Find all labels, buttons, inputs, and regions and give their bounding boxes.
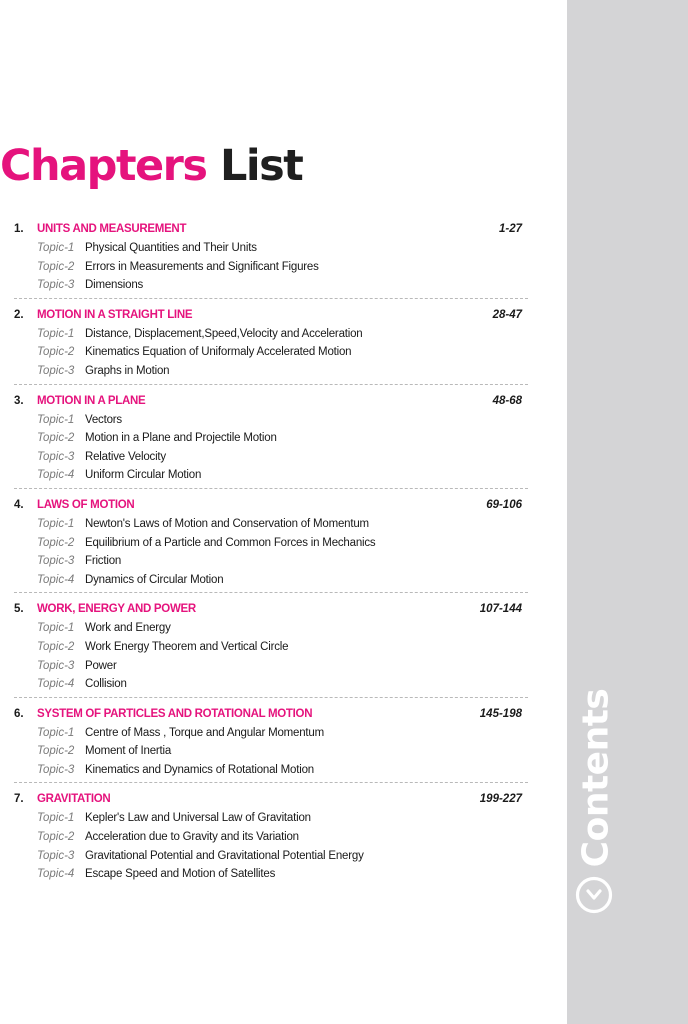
topic-label: Topic-4 <box>37 469 75 482</box>
chevron-circle-icon[interactable] <box>575 876 613 914</box>
chapter-page-range: 199-227 <box>479 793 522 806</box>
topic-name: Physical Quantities and Their Units <box>85 242 257 254</box>
topic-item[interactable] <box>14 619 528 638</box>
topic-item[interactable] <box>14 809 528 828</box>
topic-label: Topic-2 <box>37 260 75 273</box>
chapter-number: 2. <box>14 308 24 321</box>
chapter-page-range: 1-27 <box>498 223 522 235</box>
chapter-entry <box>14 592 528 696</box>
chapter-heading[interactable] <box>14 790 528 809</box>
topic-name: Kepler's Law and Universal Law of Gravitation <box>85 812 311 825</box>
topic-name: Errors in Measurements and Significant Figures <box>85 260 319 273</box>
topic-item[interactable] <box>14 448 528 467</box>
chapter-title[interactable]: LAWS OF MOTION <box>37 498 135 511</box>
topic-list <box>14 325 528 381</box>
chapter-number: 5. <box>14 603 24 616</box>
chapter-page-range: 107-144 <box>479 603 522 616</box>
chapter-list <box>14 220 528 887</box>
chapter-page-range: 28-47 <box>492 308 522 321</box>
topic-item[interactable] <box>14 552 528 571</box>
topic-label: Topic-2 <box>37 831 75 844</box>
topic-item[interactable] <box>14 362 528 381</box>
chapter-heading[interactable] <box>14 306 528 325</box>
topic-name: Vectors <box>85 413 122 426</box>
topic-name: Kinematics Equation of Uniformaly Accelerated Motion <box>85 346 352 359</box>
topic-item[interactable] <box>14 258 528 277</box>
topic-label: Topic-1 <box>37 413 75 426</box>
topic-name: Graphs in Motion <box>85 364 170 377</box>
topic-name: Work Energy Theorem and Vertical Circle <box>85 640 289 653</box>
chapter-heading[interactable] <box>14 705 528 724</box>
topic-label: Topic-1 <box>37 242 75 254</box>
topic-list <box>14 724 528 780</box>
contents-sidebar <box>567 0 688 1024</box>
topic-name: Kinematics and Dynamics of Rotational Motion <box>85 763 314 776</box>
topic-name: Work and Energy <box>85 622 171 635</box>
topic-name: Centre of Mass , Torque and Angular Momentum <box>85 726 325 739</box>
chapter-number: 4. <box>14 498 24 511</box>
chapter-title[interactable]: GRAVITATION <box>37 793 111 806</box>
topic-item[interactable] <box>14 847 528 866</box>
chapter-heading[interactable] <box>14 392 528 411</box>
topic-label: Topic-1 <box>37 622 75 635</box>
chapter-entry <box>14 782 528 886</box>
topic-label: Topic-3 <box>37 659 75 672</box>
topic-item[interactable] <box>14 865 528 884</box>
topic-list <box>14 411 528 485</box>
chapter-page-range: 69-106 <box>486 498 522 511</box>
title-rest: List <box>219 141 303 191</box>
topic-label: Topic-2 <box>37 745 75 758</box>
chapter-entry <box>14 697 528 783</box>
topic-item[interactable] <box>14 724 528 743</box>
topic-name: Acceleration due to Gravity and its Variation <box>85 831 299 844</box>
chapter-entry <box>14 298 528 384</box>
topic-item[interactable] <box>14 429 528 448</box>
topic-label: Topic-3 <box>37 555 75 568</box>
topic-name: Dynamics of Circular Motion <box>85 573 224 586</box>
topic-list <box>14 619 528 693</box>
topic-list <box>14 809 528 883</box>
topic-label: Topic-2 <box>37 346 75 359</box>
chapter-title[interactable]: WORK, ENERGY AND POWER <box>37 603 196 616</box>
chapter-title[interactable]: SYSTEM OF PARTICLES AND ROTATIONAL MOTION <box>37 707 313 720</box>
topic-label: Topic-2 <box>37 640 75 653</box>
topic-item[interactable] <box>14 411 528 430</box>
topic-name: Collision <box>85 678 127 691</box>
chapter-heading[interactable] <box>14 600 528 619</box>
chapter-entry <box>14 384 528 488</box>
chapter-title[interactable]: MOTION IN A PLANE <box>37 394 146 407</box>
chapter-entry <box>14 220 528 298</box>
topic-name: Uniform Circular Motion <box>85 469 202 482</box>
topic-name: Power <box>85 659 117 672</box>
topic-item[interactable] <box>14 571 528 590</box>
topic-name: Gravitational Potential and Gravitational Potential Energy <box>85 849 364 862</box>
chapter-heading[interactable] <box>14 220 528 239</box>
topic-item[interactable] <box>14 657 528 676</box>
topic-list <box>14 515 528 589</box>
chapter-number: 3. <box>14 394 24 407</box>
chapter-number: 7. <box>14 793 24 806</box>
topic-label: Topic-2 <box>37 432 75 445</box>
topic-item[interactable] <box>14 638 528 657</box>
chapter-entry <box>14 488 528 592</box>
topic-name: Dimensions <box>85 279 144 292</box>
topic-name: Distance, Displacement,Speed,Velocity and Acceleration <box>85 327 363 340</box>
topic-label: Topic-3 <box>37 279 75 292</box>
topic-name: Escape Speed and Motion of Satellites <box>85 868 276 881</box>
page-title <box>0 140 302 192</box>
topic-list <box>14 239 528 295</box>
topic-label: Topic-1 <box>37 812 75 825</box>
topic-name: Equilibrium of a Particle and Common Forces in Mechanics <box>85 536 376 549</box>
chapter-heading[interactable] <box>14 496 528 515</box>
topic-label: Topic-4 <box>37 573 75 586</box>
topic-item[interactable] <box>14 276 528 295</box>
topic-label: Topic-4 <box>37 868 75 881</box>
topic-name: Newton's Laws of Motion and Conservation of Momentum <box>85 517 369 530</box>
topic-name: Relative Velocity <box>85 450 166 463</box>
topic-item[interactable] <box>14 515 528 534</box>
topic-label: Topic-1 <box>37 327 75 340</box>
topic-item[interactable] <box>14 343 528 362</box>
topic-label: Topic-3 <box>37 450 75 463</box>
topic-label: Topic-2 <box>37 536 75 549</box>
topic-label: Topic-4 <box>37 678 75 691</box>
contents-label: Contents <box>575 688 617 868</box>
topic-name: Motion in a Plane and Projectile Motion <box>85 432 277 445</box>
topic-name: Moment of Inertia <box>85 745 172 758</box>
topic-item[interactable] <box>14 828 528 847</box>
chapter-title[interactable]: MOTION IN A STRAIGHT LINE <box>37 308 193 321</box>
chapter-page-range: 145-198 <box>479 707 522 720</box>
topic-item[interactable] <box>14 239 528 258</box>
title-accent: Chapters <box>0 141 207 191</box>
topic-item[interactable] <box>14 325 528 344</box>
topic-item[interactable] <box>14 742 528 761</box>
topic-label: Topic-3 <box>37 364 75 377</box>
topic-label: Topic-1 <box>37 517 75 530</box>
topic-label: Topic-1 <box>37 726 75 739</box>
chapter-title[interactable]: UNITS AND MEASUREMENT <box>37 223 187 235</box>
chapter-number: 6. <box>14 707 24 720</box>
topic-item[interactable] <box>14 534 528 553</box>
topic-item[interactable] <box>14 675 528 694</box>
chapter-number: 1. <box>14 223 24 235</box>
topic-name: Friction <box>85 555 122 568</box>
topic-item[interactable] <box>14 761 528 780</box>
topic-label: Topic-3 <box>37 849 75 862</box>
chapter-page-range: 48-68 <box>492 394 522 407</box>
topic-label: Topic-3 <box>37 763 75 776</box>
topic-item[interactable] <box>14 466 528 485</box>
